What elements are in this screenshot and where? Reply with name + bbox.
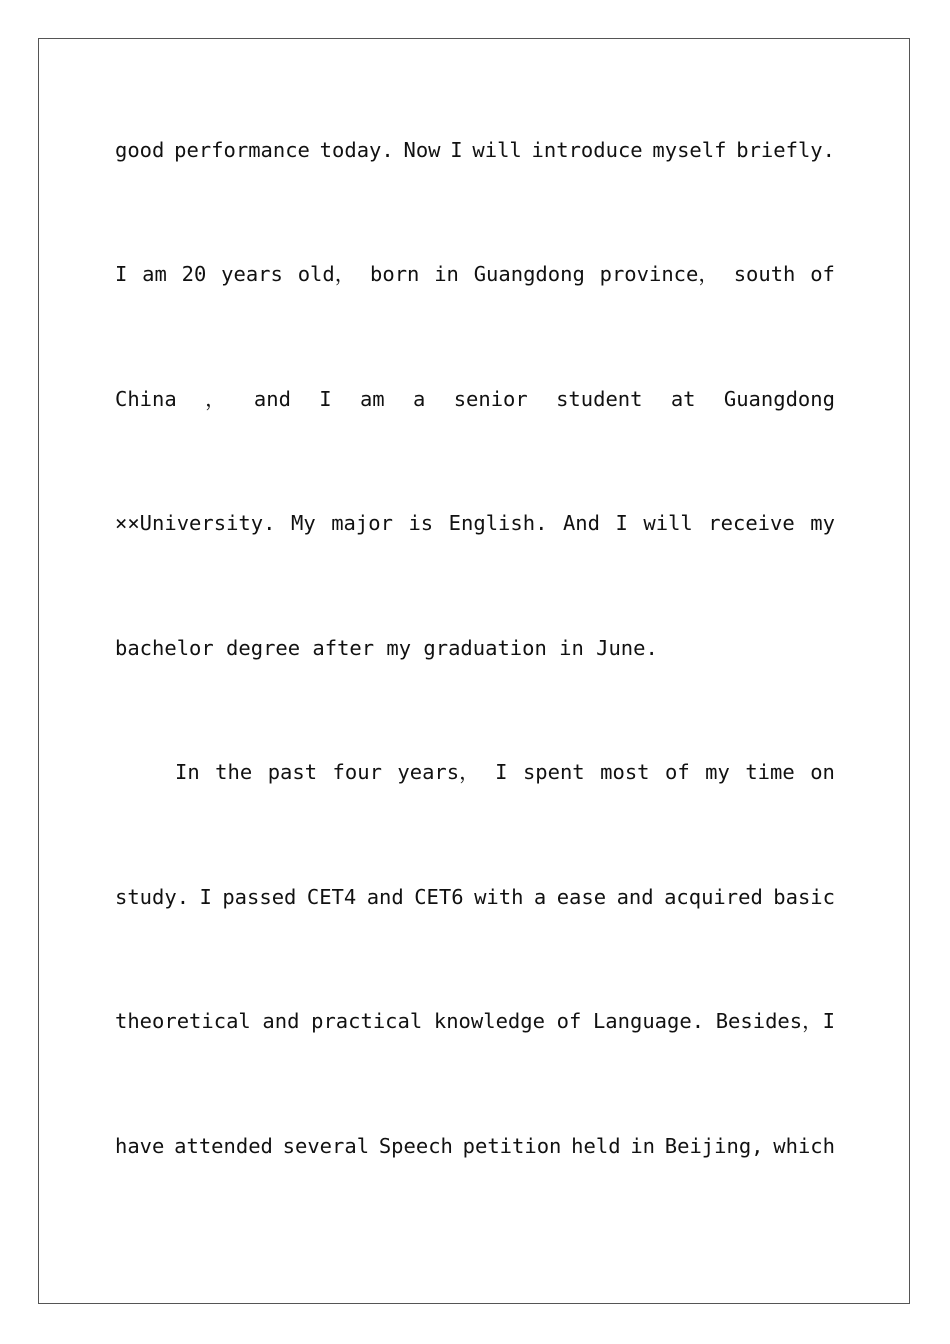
word: ， [205, 387, 226, 411]
word: I [450, 138, 463, 162]
word: Now [403, 138, 441, 162]
word: ××University. [115, 511, 276, 535]
word: basic [773, 885, 835, 909]
text-line-9 [115, 1131, 835, 1161]
word: in [559, 636, 584, 660]
word: on [810, 760, 835, 784]
word: introduce [531, 138, 643, 162]
word: with [474, 885, 524, 909]
text-line-4 [115, 508, 835, 538]
word: attended [174, 1134, 273, 1158]
text-line-7 [115, 882, 835, 912]
word: is [408, 511, 434, 535]
word: China [115, 387, 177, 411]
word: of [556, 1009, 582, 1033]
word: south [733, 262, 796, 286]
word: passed [222, 885, 297, 909]
word: study. [115, 885, 190, 909]
word: spent [522, 760, 585, 784]
word: am [142, 262, 167, 286]
word: senior [453, 387, 528, 411]
word: ease [556, 885, 607, 909]
word: and [262, 1009, 300, 1033]
word: bachelor [115, 636, 214, 660]
word: my [386, 636, 412, 660]
word: student [556, 387, 643, 411]
word: and [253, 387, 291, 411]
word: myself [652, 138, 727, 162]
word: CET4 [306, 885, 357, 909]
word: at [670, 387, 696, 411]
word: am [359, 387, 385, 411]
word: English. [448, 511, 548, 535]
word: I [615, 511, 628, 535]
word: of [810, 262, 835, 286]
word: born [370, 262, 420, 286]
word: theoretical [115, 1009, 251, 1033]
word: after [312, 636, 375, 660]
word: will [643, 511, 693, 535]
text-line-8 [115, 1006, 835, 1036]
word: old， [297, 262, 356, 286]
text-line-2 [115, 259, 835, 289]
word: My [290, 511, 316, 535]
word: of [665, 760, 690, 784]
word: in [630, 1134, 655, 1158]
word: years， [397, 760, 480, 784]
word: years [221, 262, 283, 286]
word: practical [311, 1009, 423, 1033]
word: a [413, 387, 426, 411]
word: I [199, 885, 212, 909]
word: Guangdong [473, 262, 585, 286]
word: today. [319, 138, 394, 162]
word: briefly. [736, 138, 835, 162]
word: and [616, 885, 654, 909]
word: degree [226, 636, 301, 660]
word: province， [599, 262, 719, 286]
word: acquired [664, 885, 763, 909]
text-line-3 [115, 384, 835, 414]
word: good [115, 138, 165, 162]
text-line-1 [115, 135, 835, 165]
word: have [115, 1134, 165, 1158]
word: June. [596, 636, 658, 660]
word: In [175, 760, 200, 784]
word: four [332, 760, 382, 784]
word: I [115, 262, 128, 286]
word: my [810, 511, 835, 535]
word: most [600, 760, 650, 784]
page-border [38, 38, 910, 1304]
word: major [331, 511, 393, 535]
word: Besides，I [715, 1009, 835, 1033]
word: several [282, 1134, 370, 1158]
word: and [366, 885, 404, 909]
word: graduation [423, 636, 547, 660]
word: the [215, 760, 253, 784]
word: my [705, 760, 730, 784]
word: Speech [378, 1134, 453, 1158]
word: petition [462, 1134, 562, 1158]
word: Beijing, [664, 1134, 764, 1158]
word: past [267, 760, 318, 784]
word: a [533, 885, 547, 909]
word: held [571, 1134, 621, 1158]
word: 20 [181, 262, 207, 286]
word: performance [174, 138, 310, 162]
word: Language. [592, 1009, 705, 1033]
word: will [472, 138, 522, 162]
word: CET6 [414, 885, 464, 909]
text-line-6-paragraph-start [115, 757, 835, 787]
word: receive [708, 511, 795, 535]
word: knowledge [433, 1009, 545, 1033]
text-line-5 [115, 633, 835, 663]
word: in [434, 262, 459, 286]
word: which [773, 1134, 835, 1158]
word: I [495, 760, 508, 784]
word: Guangdong [723, 387, 835, 411]
word: time [745, 760, 795, 784]
word: I [319, 387, 332, 411]
word: And [562, 511, 600, 535]
